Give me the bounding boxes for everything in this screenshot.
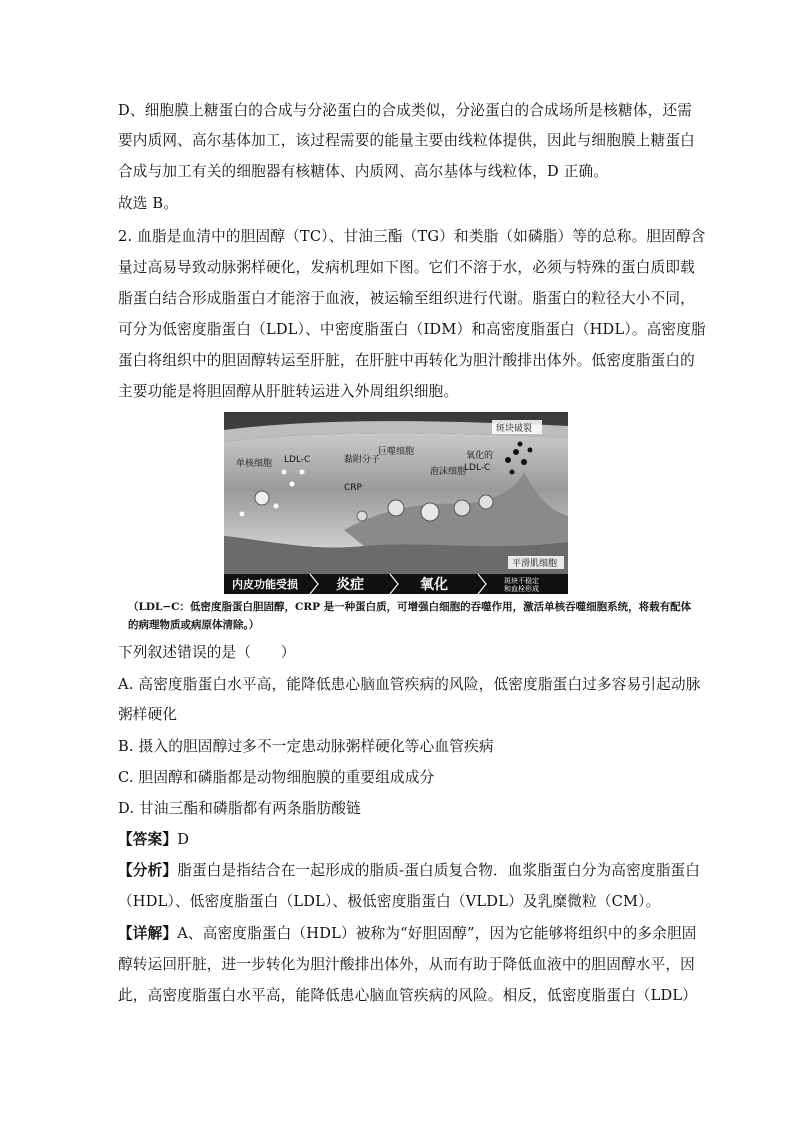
question-2-line-5: 蛋白将组织中的胆固醇转运至肝脏，在肝脏中再转化为胆汁酸排出体外。低密度脂蛋白的 xyxy=(118,352,695,369)
option-b: B. 摄入的胆固醇过多不一定患动脉粥样硬化等心血管疾病 xyxy=(118,738,494,755)
option-a-line-1: A. 高密度脂蛋白水平高，能降低患心脑血管疾病的风险，低密度脂蛋白过多容易引起动脉 xyxy=(118,676,701,693)
answer-tag: 【答案】 xyxy=(118,831,178,848)
label-monocyte: 单核细胞 xyxy=(236,459,273,469)
option-d: D. 甘油三酯和磷脂都有两条脂肪酸链 xyxy=(118,800,361,817)
detail-tag: 【详解】 xyxy=(118,925,178,942)
detail-text-1: A、高密度脂蛋白（HDL）被称为“好胆固醇”，因为它能够将组织中的多余胆固 xyxy=(177,925,697,942)
stage-oxidation: 氧化 xyxy=(420,577,448,593)
label-ldlc: LDL-C xyxy=(284,455,311,465)
previous-answer: 故选 B。 xyxy=(118,195,179,212)
question-2-line-4: 可分为低密度脂蛋白（LDL）、中密度脂蛋白（IDM）和高密度脂蛋白（HDL）。高密度脂 xyxy=(118,321,706,338)
option-a-line-2: 粥样硬化 xyxy=(118,706,178,723)
label-oxidized-2: LDL-C xyxy=(464,463,491,473)
label-smooth-muscle: 平滑肌细胞 xyxy=(512,559,558,569)
question-2-line-2: 量过高易导致动脉粥样硬化，发病机理如下图。它们不溶于水，必须与特殊的蛋白质即载 xyxy=(118,259,695,276)
option-d-explanation-line-1: D、细胞膜上糖蛋白的合成与分泌蛋白的合成类似，分泌蛋白的合成场所是核糖体，还需 xyxy=(118,102,693,119)
option-c: C. 胆固醇和磷脂都是动物细胞膜的重要组成成分 xyxy=(118,769,435,786)
analysis-tag: 【分析】 xyxy=(118,862,178,879)
question-prompt: 下列叙述错误的是（ ） xyxy=(118,644,296,661)
stage-plaque-unstable: 斑块不稳定 xyxy=(504,577,539,585)
question-2-line-3: 脂蛋白结合形成脂蛋白才能溶于血液，被运输至组织进行代谢。脂蛋白的粒径大小不同， xyxy=(118,290,695,307)
figure-caption-line-2: 的病理物质或病原体清除。） xyxy=(128,619,260,631)
option-d-explanation-line-2: 要内质网、高尔基体加工，该过程需要的能量主要由线粒体提供，因此与细胞膜上糖蛋白 xyxy=(118,132,695,149)
atherosclerosis-figure xyxy=(224,412,568,594)
analysis-line-2: （HDL）、低密度脂蛋白（LDL）、极低密度脂蛋白（VLDL）及乳糜微粒（CM）。 xyxy=(118,893,661,910)
question-2-line-6: 主要功能是将胆固醇从肝脏转运进入外周组织细胞。 xyxy=(118,383,459,400)
stage-endothelial-damage: 内皮功能受损 xyxy=(232,578,298,591)
label-adhesion-molecule: 黏附分子 xyxy=(344,455,381,465)
detail-line-1 xyxy=(118,924,697,944)
label-macrophage: 巨噬细胞 xyxy=(378,447,415,457)
figure-caption-line-1: （LDL−C：低密度脂蛋白胆固醇，CRP 是一种蛋白质，可增强白细胞的吞噬作用，激活单核吞噬细胞系统，将载有配体 xyxy=(128,601,692,613)
label-plaque-rupture: 斑块破裂 xyxy=(496,424,533,434)
detail-line-3: 此，高密度脂蛋白水平高，能降低患心脑血管疾病的风险。相反，低密度脂蛋白（LDL） xyxy=(118,987,698,1004)
question-2-line-1: 2. 血脂是血清中的胆固醇（TC）、甘油三酯（TG）和类脂（如磷脂）等的总称。胆固醇含 xyxy=(118,228,706,245)
answer-value: D xyxy=(177,831,190,848)
analysis-line-1 xyxy=(118,861,700,881)
label-foam-cell: 泡沫细胞 xyxy=(430,467,467,477)
label-crp: CRP xyxy=(344,483,362,493)
stage-inflammation: 炎症 xyxy=(336,577,364,593)
label-oxidized-1: 氧化的 xyxy=(466,451,494,461)
answer-line xyxy=(118,830,189,850)
stage-thrombosis: 和血栓形成 xyxy=(504,585,539,593)
detail-line-2: 醇转运回肝脏，进一步转化为胆汁酸排出体外，从而有助于降低血液中的胆固醇水平，因 xyxy=(118,956,695,973)
option-d-explanation-line-3: 合成与加工有关的细胞器有核糖体、内质网、高尔基体与线粒体，D 正确。 xyxy=(118,163,609,180)
analysis-text-1: 脂蛋白是指结合在一起形成的脂质-蛋白质复合物．血浆脂蛋白分为高密度脂蛋白 xyxy=(177,862,701,879)
